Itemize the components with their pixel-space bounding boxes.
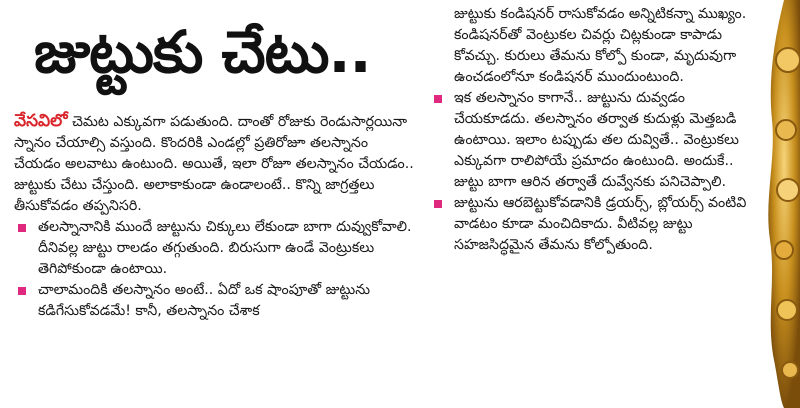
bullet-icon [18, 224, 26, 232]
bullet-text: తలస్నానానికి ముందే జుట్టును చిక్కులు లేకుండా బాగా దువ్వుకోవాలి. దీనివల్ల జుట్టు రాలడం తగ్గుతుంది. బిరుసుగా ఉండే వెంట్రుకలు తెగిపోకుండా ఉంటాయి. [38, 219, 412, 277]
jewelry-photo [754, 0, 800, 408]
right-column [430, 4, 748, 256]
bullet-icon [18, 287, 26, 295]
intro-text: చెమట ఎక్కువగా పడుతుంది. దాంతో రోజుకు రెండుసార్లయినా స్నానం చేయాల్సి వస్తుంది. కొందరికి ఎండల్లో ప్రతిరోజూ తలస్నానం చేయడం అలవాటు ఉంటుంది. అయితే, ఇలా రోజూ తలస్నానం చేయడం.. జుట్టుకు చేటు చేస్తుంది. అలాకాకుండా ఉండాలంటే.. కొన్ని జాగ్రత్తలు తీసుకోవడం తప్పనిసరి. [14, 114, 414, 214]
bullet-text: జుట్టును ఆరబెట్టుకోవడానికి డ్రయర్స్, బ్లోయర్స్ వంటివి వాడటం కూడా మంచిదికాదు. వీటివల్ల జుట్టు సహజసిద్ధమైన తేమను కోల్పోతుంది. [454, 195, 747, 253]
bullet-icon [434, 95, 442, 103]
bullet-icon [434, 200, 442, 208]
bullet-text: ఇక తలస్నానం కాగానే.. జుట్టును దువ్వడం చేయకూడదు. తలస్నానం తర్వాత కుదుళ్లు మెత్తబడి ఉంటాయి. ఇలాం టప్పుడు తల దువ్వితే.. వెంట్రుకలు ఎక్కువగా రాలిపోయే ప్రమాదం ఉంటుంది. అందుకే.. జుట్టు బాగా ఆరిన తర్వాతే దువ్వేనకు పనిచెప్పాలి. [454, 90, 739, 190]
headline: జుట్టుకు చేటు.. [34, 18, 371, 86]
jewelry-illustration [754, 0, 800, 408]
intro-paragraph [14, 111, 419, 217]
continuation-paragraph: జుట్టుకు కండిషనర్ రాసుకోవడం అన్నిటికన్నా ముఖ్యం. కండిషనర్‌తో వెంట్రుకల చివర్లు చిట్లకుండా కాపాడు కోవచ్చు. కురులు తేమను కోల్పో కుండా, మృదువుగా ఉంచడంలోనూ కండిషనర్ ముందుంటుంది. [454, 6, 747, 85]
list-item [430, 193, 748, 256]
lead-word: వేసవిలో [14, 111, 68, 131]
list-item [430, 88, 748, 193]
left-column [14, 111, 419, 322]
list-item [14, 217, 419, 280]
bullet-text: చాలామందికి తలస్నానం అంటే.. ఏదో ఒక షాంపూతో జుట్టును కడిగేసుకోవడమే! కానీ, తలస్నానం చేశాక [38, 282, 371, 319]
list-item [14, 280, 419, 322]
